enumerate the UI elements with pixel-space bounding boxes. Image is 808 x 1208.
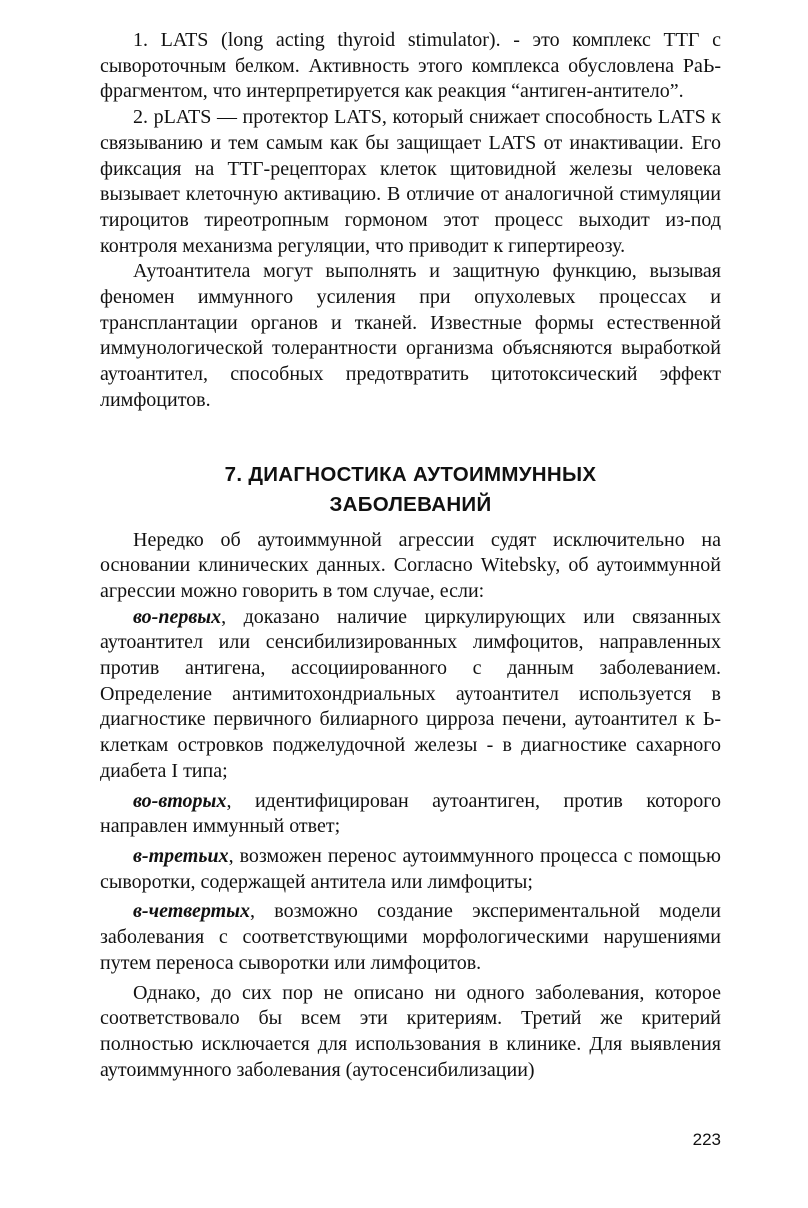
- paragraph-protective-function: Аутоантитела могут выполнять и защитную функцию, вызывая феномен иммунного усиления при опухолевых процессах и трансплантации органов и тканей. Известные формы естественной иммунологической толерантности организма объясняются выработкой аутоантител, способных предотвратить цитотоксический эффект лимфоцитов.: [100, 260, 721, 411]
- section-heading-line-1: 7. ДИАГНОСТИКА АУТОИММУННЫХ: [224, 462, 597, 486]
- paragraph-lats: 1. LATS (long acting thyroid stimulator). - это комплекс ТТГ с сывороточным белком. Активность этого комплекса обусловлена РаЬ-фрагментом, что интерпретируется как реакция “антиген-антитело”.: [100, 29, 721, 103]
- page-body: [100, 28, 721, 1083]
- criterion-fourth-text: , возможно создание экспериментальной модели заболевания с соответствующими морфологическими нарушениями путем переноса сыворотки или лимфоцитов.: [100, 900, 721, 974]
- page-number: 223: [692, 1130, 721, 1149]
- criterion-first-term: во-первых: [133, 605, 222, 628]
- criterion-third-text: , возможен перенос аутоиммунного процесса с помощью сыворотки, содержащей антитела или лимфоциты;: [100, 844, 721, 893]
- criterion-fourth: [100, 899, 721, 976]
- criterion-third: [100, 844, 721, 895]
- criterion-second-text: , идентифицирован аутоантиген, против которого направлен иммунный ответ;: [100, 789, 721, 838]
- criterion-fourth-term: в-четвертых: [133, 900, 251, 923]
- section-heading-line-2: ЗАБОЛЕВАНИЙ: [329, 492, 492, 516]
- criterion-second-term: во-вторых: [133, 789, 227, 812]
- criterion-first-text: , доказано наличие циркулирующих или связанных аутоантител или сенсибилизированных лимфоцитов, направленных против антигена, ассоциированного с данным заболеванием. Определение антимитохондриальных аутоантител используется в диагностике первичного билиарного цирроза печени, аутоантител к Ь-клеткам островков поджелудочной железы - в диагностике сахарного диабета I типа;: [100, 605, 721, 782]
- criterion-first: [100, 605, 721, 785]
- criterion-second: [100, 789, 721, 840]
- paragraph-intro: Нередко об аутоиммунной агрессии судят исключительно на основании клинических данных. Согласно Witebsky, об аутоиммунной агрессии можно говорить в том случае, если:: [100, 528, 721, 602]
- paragraph-final: Однако, до сих пор не описано ни одного заболевания, которое соответствовало бы всем эти критериям. Третий же критерий полностью исключается для использования в клинике. Для выявления аутоиммунного заболевания (аутосенсибилизации): [100, 981, 721, 1081]
- paragraph-plats: 2. pLATS — протектор LATS, который снижает способность LATS к связыванию и тем самым как бы защищает LATS от инактивации. Его фиксация на ТТГ-рецепторах клеток щитовидной железы человека вызывает клеточную активацию. В отличие от аналогичной стимуляции тироцитов тиреотропным гормоном этот процесс выходит из-под контроля механизма регуляции, что приводит к гипертиреозу.: [100, 106, 721, 257]
- section-heading: [100, 460, 721, 520]
- criterion-third-term: в-третьих: [133, 844, 229, 867]
